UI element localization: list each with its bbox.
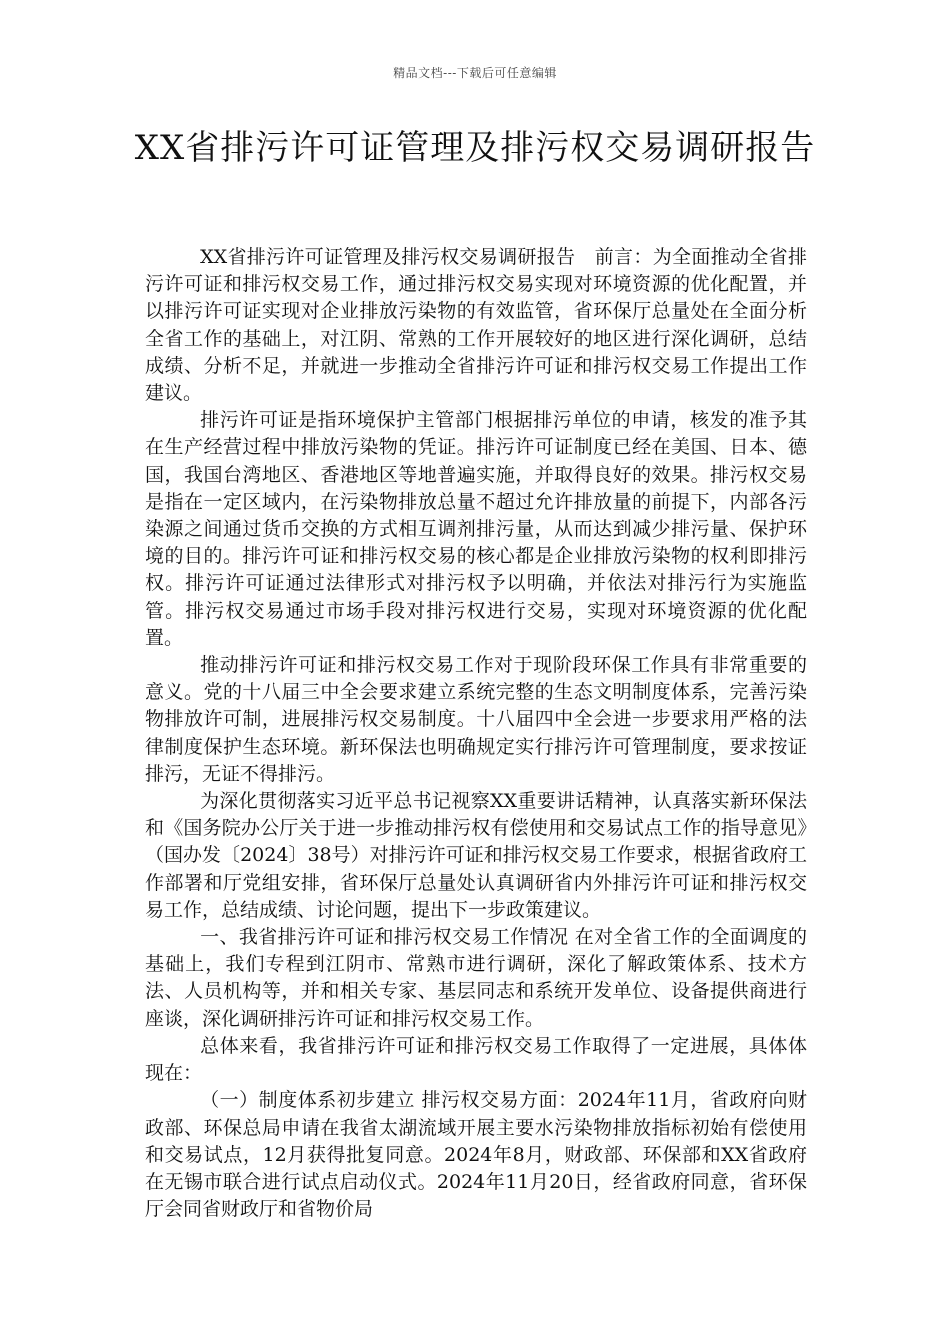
paragraph-section-one: 一、我省排污许可证和排污权交易工作情况 在对全省工作的全面调度的基础上，我们专程到江阴市、常熟市进行调研，深化了解政策体系、技术方法、人员机构等，并和相关专家、基层同志和系统开发单位、设备提供商进行座谈，深化调研排污许可证和排污权交易工作。	[145, 926, 807, 1030]
paragraph-purpose: 为深化贯彻落实习近平总书记视察XX重要讲话精神，认真落实新环保法和《国务院办公厅关于进一步推动排污权有偿使用和交易试点工作的指导意见》（国办发〔2024〕38号）对排污许可证和排污权交易工作要求，根据省政府工作部署和厅党组安排，省环保厅总量处认真调研省内外排污许可证和排污权交易工作，总结成绩、讨论问题，提出下一步政策建议。	[145, 790, 807, 921]
paragraph-subsection-one: （一）制度体系初步建立 排污权交易方面：2024年11月，省政府向财政部、环保总局申请在我省太湖流域开展主要水污染物排放指标初始有偿使用和交易试点，12月获得批复同意。2024年8月，财政部、环保部和XX省政府在无锡市联合进行试点启动仪式。2024年11月20日，经省政府同意，省环保厅会同省财政厅和省物价局	[145, 1089, 807, 1221]
document-title: XX省排污许可证管理及排污权交易调研报告	[134, 128, 816, 168]
paragraph-preface: XX省排污许可证管理及排污权交易调研报告 前言：为全面推动全省排污许可证和排污权交易工作，通过排污权交易实现对环境资源的优化配置，并以排污许可证实现对企业排放污染物的有效监管，省环保厅总量处在全面分析全省工作的基础上，对江阴、常熟的工作开展较好的地区进行深化调研，总结成绩、分析不足，并就进一步推动全省排污许可证和排污权交易工作提出工作建议。	[145, 246, 807, 405]
page-header: 精品文档---下载后可任意编辑	[393, 66, 557, 80]
paragraph-definition: 排污许可证是指环境保护主管部门根据排污单位的申请，核发的准予其在生产经营过程中排放污染物的凭证。排污许可证制度已经在美国、日本、德国，我国台湾地区、香港地区等地普遍实施，并取得良好的效果。排污权交易是指在一定区域内，在污染物排放总量不超过允许排放量的前提下，内部各污染源之间通过货币交换的方式相互调剂排污量，从而达到减少排污量、保护环境的目的。排污许可证和排污权交易的核心都是企业排放污染物的权利即排污权。排污许可证通过法律形式对排污权予以明确，并依法对排污行为实施监管。排污权交易通过市场手段对排污权进行交易，实现对环境资源的优化配置。	[145, 409, 807, 649]
paragraph-overview: 总体来看，我省排污许可证和排污权交易工作取得了一定进展，具体体现在：	[145, 1034, 807, 1085]
document-body	[145, 244, 807, 1223]
paragraph-significance: 推动排污许可证和排污权交易工作对于现阶段环保工作具有非常重要的意义。党的十八届三中全会要求建立系统完整的生态文明制度体系，完善污染物排放许可制，进展排污权交易制度。十八届四中全会进一步要求用严格的法律制度保护生态环境。新环保法也明确规定实行排污许可管理制度，要求按证排污，无证不得排污。	[145, 654, 807, 785]
